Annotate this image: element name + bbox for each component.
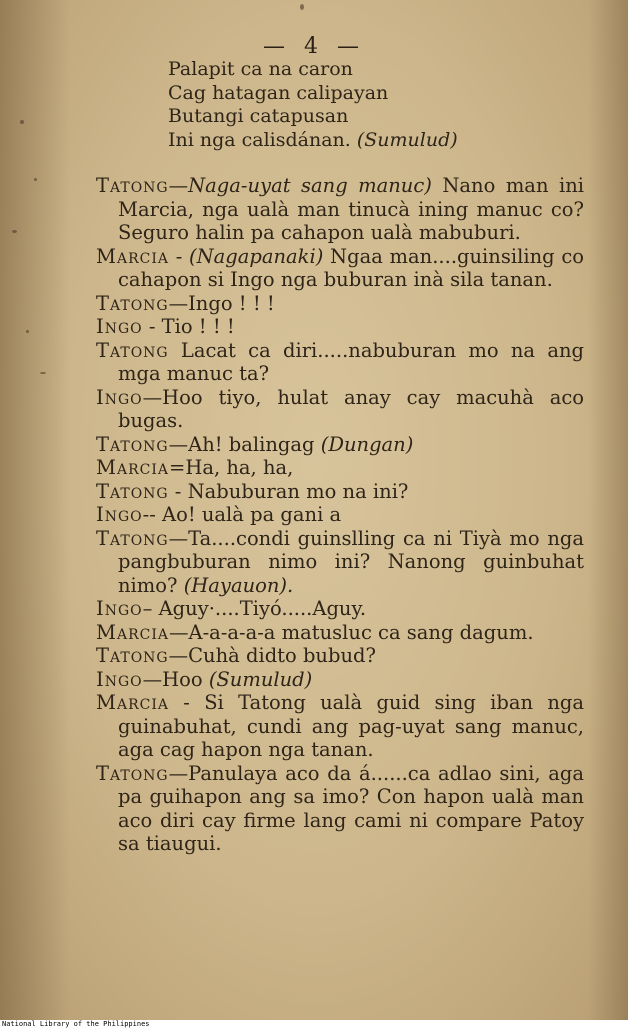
spoken-text: Hoo tiyo, hulat anay cay macuhà aco bugas. [118, 385, 584, 432]
spoken-text: Lacat ca diri.....nabuburan mo na ang mga manuc ta? [118, 338, 584, 385]
page-shadow-right [588, 0, 628, 1020]
dialogue-line [96, 315, 584, 339]
dialogue-line [96, 644, 584, 668]
speaker-separator: — [168, 761, 189, 785]
speaker-separator: — [168, 174, 189, 197]
verse-block [168, 58, 458, 152]
spoken-text: Aguy·....Tiyó.....Aguy. [158, 597, 367, 620]
ink-speck [20, 120, 24, 124]
dialogue-line [96, 597, 584, 621]
speaker-separator: - [168, 479, 188, 503]
ink-speck [34, 178, 37, 181]
dialogue-line [96, 386, 584, 433]
speaker-separator: — [168, 644, 189, 667]
dialogue-line [96, 762, 584, 856]
spoken-text: Ao! ualà pa gani a [162, 503, 342, 526]
stage-direction: (Dungan) [320, 432, 414, 456]
verse-line: Cag hatagan calipayan [168, 81, 389, 104]
spoken-text: Nabuburan mo na ini? [187, 479, 409, 503]
speaker-name: Tatong [96, 761, 169, 785]
spoken-text: Cuhà didto bubud? [188, 644, 376, 667]
speaker-name: Tatong [96, 338, 169, 362]
dialogue-line [96, 174, 584, 245]
speaker-name: Tatong [96, 644, 169, 667]
stage-direction: (Sumulud) [356, 128, 458, 151]
library-credit: National Library of the Philippines [0, 1020, 628, 1028]
ink-speck [300, 4, 304, 10]
speaker-name: Tatong [96, 291, 169, 315]
spoken-text: Ngaa man....guinsiling co cahapon si Ingo nga buburan inà sila tanan. [118, 244, 584, 291]
stage-direction: Naga-uyat sang manuc) [188, 174, 432, 197]
speaker-separator: — [168, 291, 189, 315]
page-number: — 4 — [263, 34, 365, 59]
dialogue-line [96, 292, 584, 316]
speaker-name: Ingo [96, 315, 143, 338]
speaker-separator [169, 339, 181, 362]
spoken-text: Ha, ha, ha, [185, 456, 294, 479]
dialogue-line [96, 433, 584, 457]
spoken-text: Si Tatong ualà guid sing iban nga guinabuhat, cundi ang pag-uyat sang manuc, aga cag hapon nga tanan. [118, 691, 584, 761]
dialogue-line [96, 480, 584, 504]
speaker-separator: — [142, 385, 163, 409]
dialogue-block [96, 174, 584, 856]
speaker-name: Ingo [96, 597, 143, 620]
verse-line: Palapit ca na caron [168, 58, 353, 80]
speaker-separator: - [142, 315, 162, 338]
dialogue-line [96, 245, 584, 292]
dialogue-line [96, 339, 584, 386]
dialogue-line [96, 691, 584, 762]
speaker-separator: — [168, 526, 189, 550]
spoken-text: Panulaya aco da á......ca adlao sini, aga pa guihapon ang sa imo? Con hapon ualà man aco diri cay firme lang cami ni compare Patoy sa tiaugui. [118, 761, 584, 855]
stage-direction: (Hayauon). [183, 573, 294, 597]
speaker-separator: - [168, 244, 189, 268]
page-shadow-left [0, 0, 70, 1020]
ink-speck [40, 372, 46, 374]
spoken-text: Ta....condi guinslling ca ni Tiyà mo nga pangbuburan nimo ini? Nanong guinbuhat nimo? [118, 526, 584, 597]
dialogue-line [96, 621, 584, 645]
speaker-name: Ingo [96, 385, 143, 409]
dialogue-line [96, 527, 584, 598]
speaker-name: Ingo [96, 503, 143, 526]
dialogue-line [96, 668, 584, 692]
ink-speck [12, 230, 17, 233]
speaker-name: Tatong [96, 432, 169, 456]
spoken-text: Hoo [162, 667, 209, 691]
speaker-name: Marcia [96, 456, 169, 479]
speaker-separator: -- [142, 503, 163, 526]
speaker-separator: — [142, 667, 163, 691]
speaker-separator: – [142, 597, 159, 620]
dialogue-line [96, 456, 584, 480]
speaker-name: Tatong [96, 479, 169, 503]
speaker-separator: - [168, 691, 205, 714]
speaker-name: Marcia [96, 244, 169, 268]
verse-line: Ini nga calisdánan. (Sumulud) [168, 128, 458, 151]
spoken-text: Ingo ! ! ! [188, 291, 275, 315]
speaker-name: Ingo [96, 667, 143, 691]
stage-direction: (Sumulud) [208, 667, 313, 691]
speaker-separator: = [168, 456, 186, 479]
verse-line: Butangi catapusan [168, 105, 349, 127]
spoken-text: Ah! balingag [188, 432, 321, 456]
speaker-name: Marcia [96, 620, 169, 644]
speaker-separator: — [168, 620, 189, 644]
speaker-name: Tatong [96, 174, 169, 197]
stage-direction: (Nagapanaki) [188, 244, 324, 268]
spoken-text: Tio ! ! ! [161, 315, 235, 338]
speaker-name: Marcia [96, 691, 169, 714]
speaker-name: Tatong [96, 526, 169, 550]
spoken-text: Nano man ini Marcia, nga ualà man tinucà ining manuc co? Seguro halin pa cahapon ualà mabuburi. [118, 174, 584, 244]
ink-speck [26, 330, 29, 333]
spoken-text: A-a-a-a-a matusluc ca sang dagum. [188, 620, 534, 644]
dialogue-line [96, 503, 584, 527]
speaker-separator: — [168, 432, 189, 456]
